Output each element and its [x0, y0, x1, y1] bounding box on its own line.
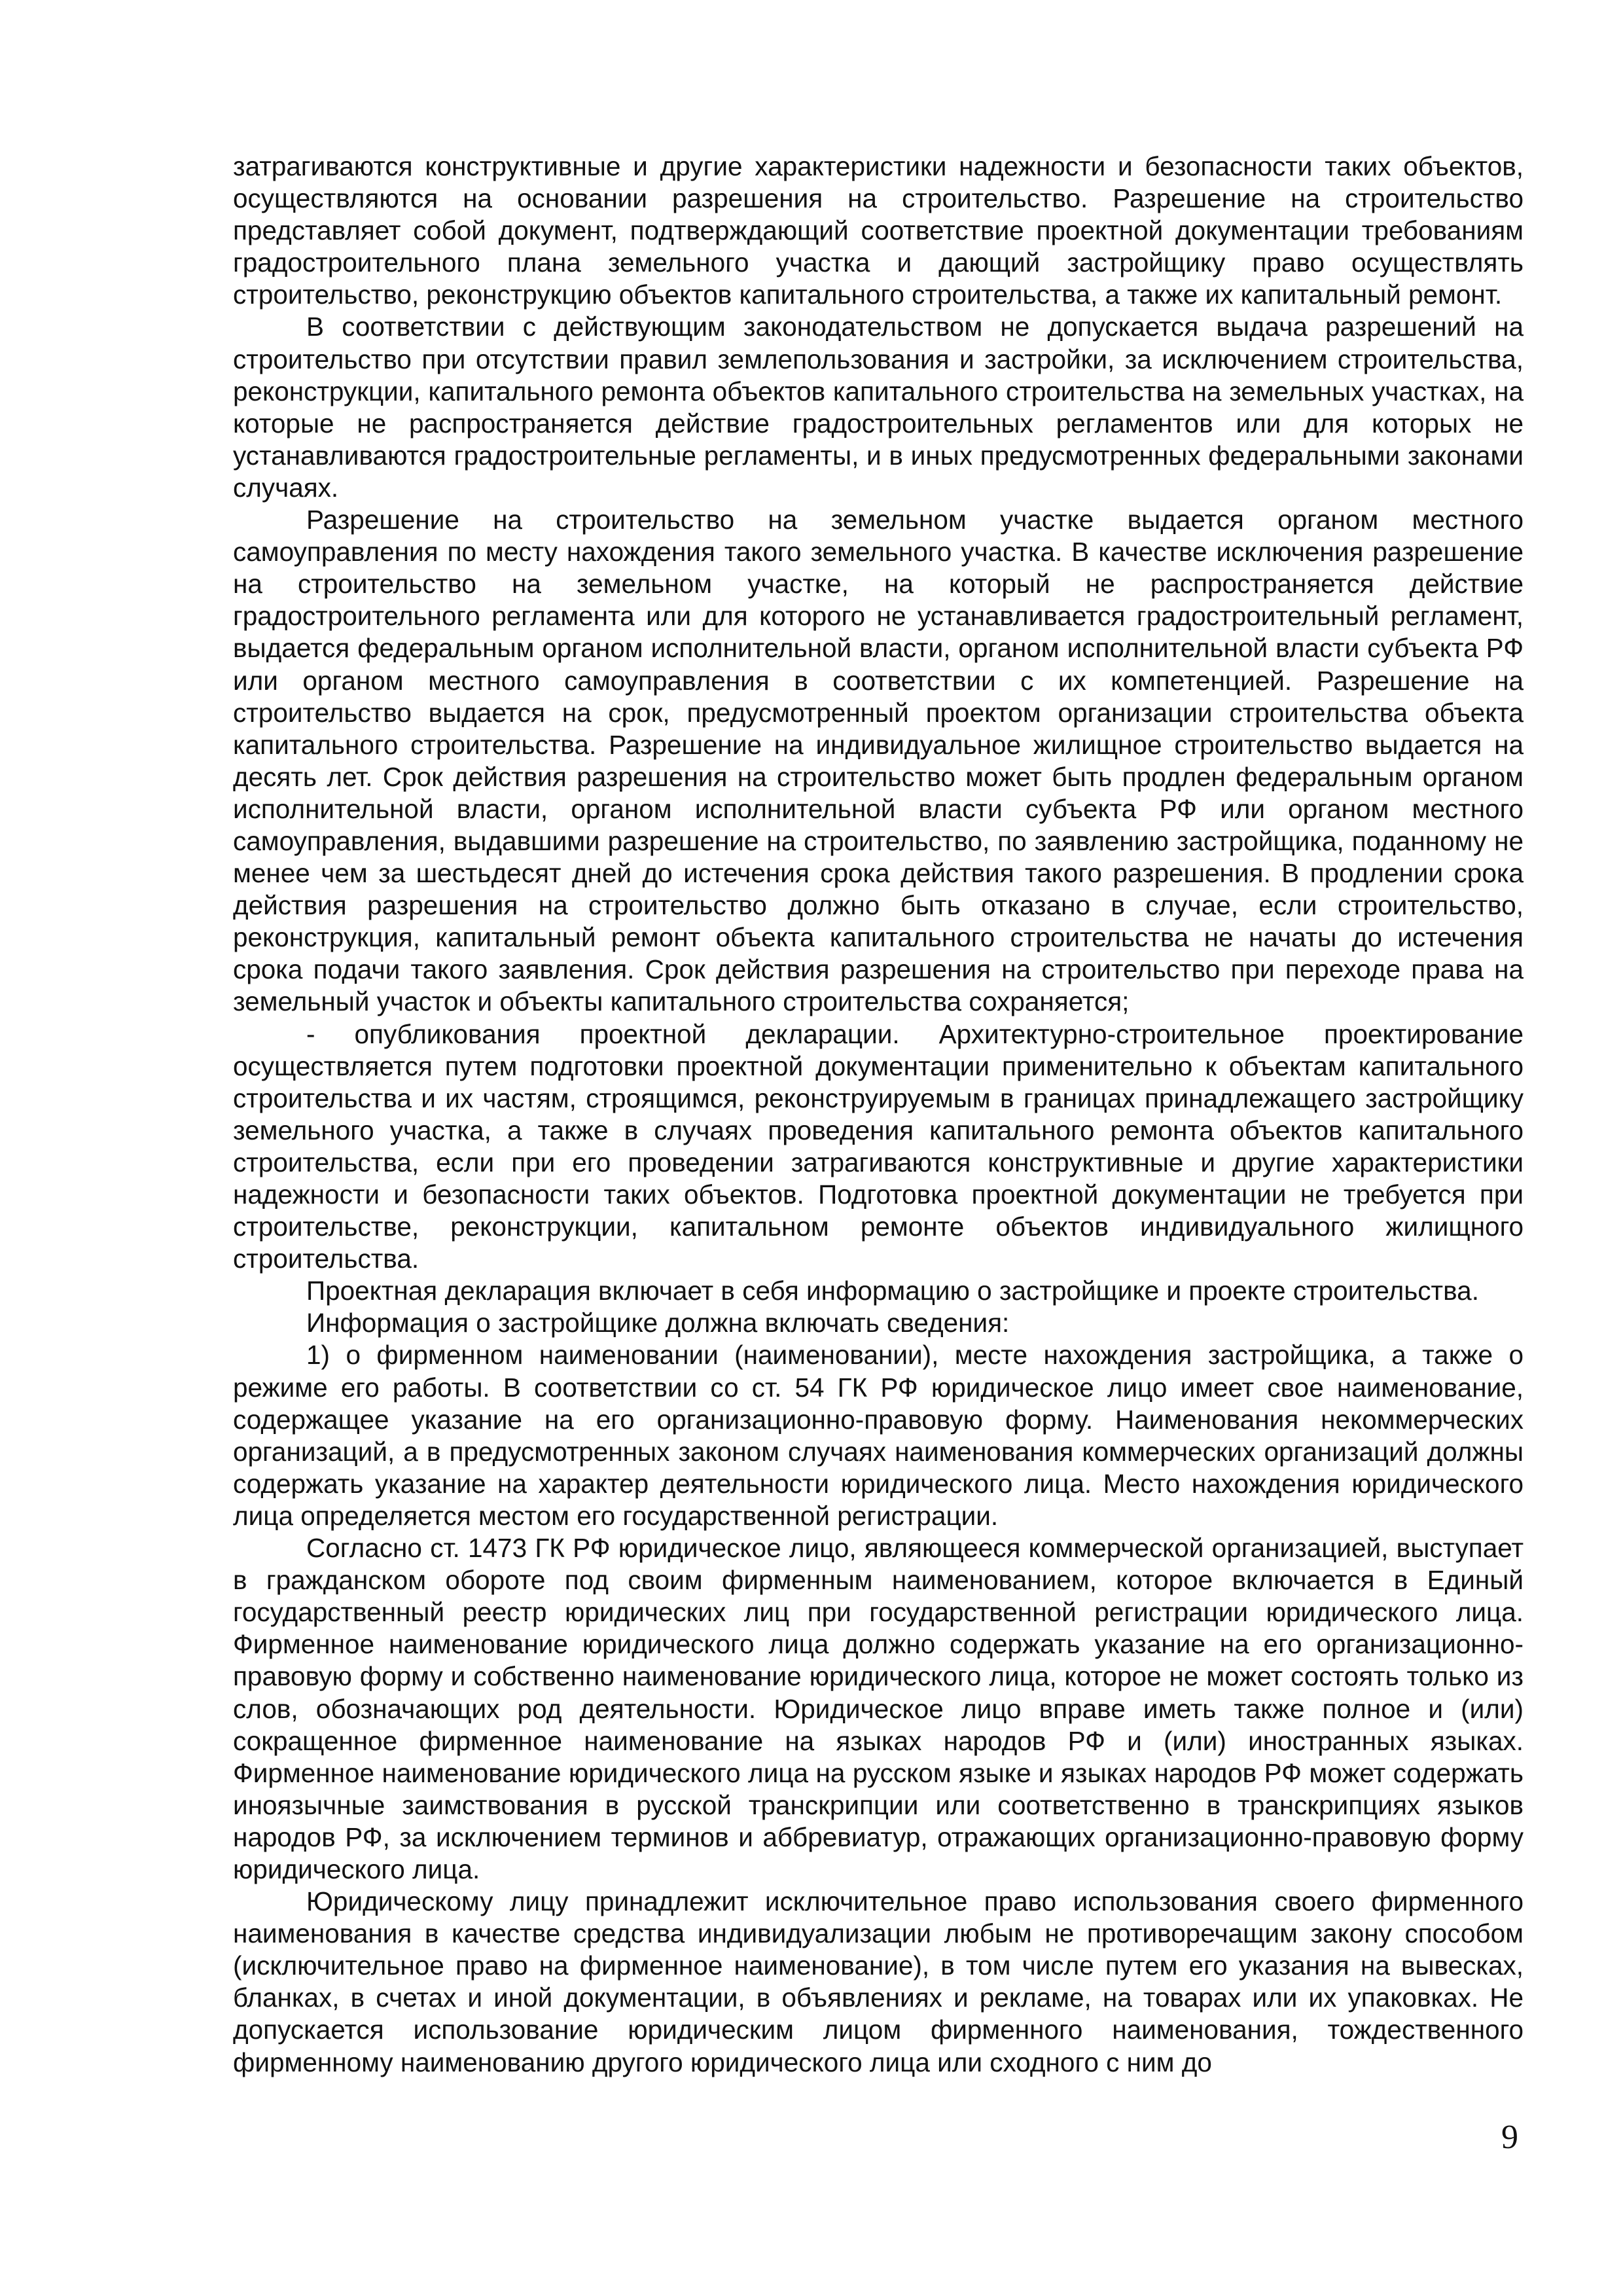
paragraph-9: Юридическому лицу принадлежит исключительное право использования своего фирменного наименования в качестве средства индивидуализации любым не противоречащим закону способом (исключительное право на фирменное наименование), в том числе путем его указания на вывесках, бланках, в счетах и иной документации, в объявлениях и рекламе, на товарах или их упаковках. Не допускается использование юридическим лицом фирменного наименования, тождественного фирменному наименованию другого юридического лица или сходного с ним до	[233, 1886, 1524, 2077]
paragraph-6: Информация о застройщике должна включать сведения:	[306, 1308, 1010, 1338]
body-text	[233, 151, 1524, 2079]
paragraph-8: Согласно ст. 1473 ГК РФ юридическое лицо, являющееся коммерческой организацией, выступает в гражданском обороте под своим фирменным наименованием, которое включается в Единый государственный реестр юридических лиц при государственной регистрации юридического лица. Фирменное наименование юридического лица должно содержать указание на его организационно-правовую форму и собственно наименование юридического лица, которое не может состоять только из слов, обозначающих род деятельности. Юридическое лицо вправе иметь также полное и (или) сокращенное фирменное наименование на языках народов РФ и (или) иностранных языках. Фирменное наименование юридического лица на русском языке и языках народов РФ может содержать иноязычные заимствования в русской транскрипции или соответственно в транскрипциях языков народов РФ, за исключением терминов и аббревиатур, отражающих организационно-правовую форму юридического лица.	[233, 1533, 1524, 1884]
paragraph-2: В соответствии с действующим законодательством не допускается выдача разрешений на строительство при отсутствии правил землепользования и застройки, за исключением строительства, реконструкции, капитального ремонта объектов капитального строительства на земельных участках, на которые не распространяется действие градостроительных регламентов или для которых не устанавливаются градостроительные регламенты, и в иных предусмотренных федеральными законами случаях.	[233, 312, 1524, 503]
paragraph-3: Разрешение на строительство на земельном участке выдается органом местного самоуправления по месту нахождения такого земельного участка. В качестве исключения разрешение на строительство на земельном участке, на который не распространяется действие градостроительного регламента или для которого не устанавливается градостроительный регламент, выдается федеральным органом исполнительной власти, органом исполнительной власти субъекта РФ или органом местного самоуправления в соответствии с их компетенцией. Разрешение на строительство выдается на срок, предусмотренный проектом организации строительства объекта капитального строительства. Разрешение на индивидуальное жилищное строительство выдается на десять лет. Срок действия разрешения на строительство может быть продлен федеральным органом исполнительной власти, органом исполнительной власти субъекта РФ или органом местного самоуправления, выдавшими разрешение на строительство, по заявлению застройщика, поданному не менее чем за шестьдесят дней до истечения срока действия такого разрешения. В продлении срока действия разрешения на строительство должно быть отказано в случае, если строительство, реконструкция, капитальный ремонт объекта капитального строительства не начаты до истечения срока подачи такого заявления. Срок действия разрешения на строительство при переходе права на земельный участок и объекты капитального строительства сохраняется;	[233, 505, 1524, 1017]
paragraph-1: затрагиваются конструктивные и другие характеристики надежности и безопасности таких объектов, осуществляются на основании разрешения на строительство. Разрешение на строительство представляет собой документ, подтверждающий соответствие проектной документации требованиям градостроительного плана земельного участка и дающий застройщику право осуществлять строительство, реконструкцию объектов капитального строительства, а также их капитальный ремонт.	[233, 151, 1524, 310]
paragraph-7: 1) о фирменном наименовании (наименовании), месте нахождения застройщика, а также о режиме его работы. В соответствии со ст. 54 ГК РФ юридическое лицо имеет свое наименование, содержащее указание на его организационно-правовую форму. Наименования некоммерческих организаций, а в предусмотренных законом случаях наименования коммерческих организаций должны содержать указание на характер деятельности юридического лица. Место нахождения юридического лица определяется местом его государственной регистрации.	[233, 1340, 1524, 1531]
paragraph-5: Проектная декларация включает в себя информацию о застройщике и проекте строительства.	[306, 1276, 1479, 1306]
paragraph-4: - опубликования проектной декларации. Архитектурно-строительное проектирование осуществляется путем подготовки проектной документации применительно к объектам капитального строительства и их частям, строящимся, реконструируемым в границах принадлежащего застройщику земельного участка, а также в случаях проведения капитального ремонта объектов капитального строительства, если при его проведении затрагиваются конструктивные и другие характеристики надежности и безопасности таких объектов. Подготовка проектной документации не требуется при строительстве, реконструкции, капитальном ремонте объектов индивидуального жилищного строительства.	[233, 1018, 1524, 1274]
page-number: 9	[1501, 2119, 1518, 2156]
